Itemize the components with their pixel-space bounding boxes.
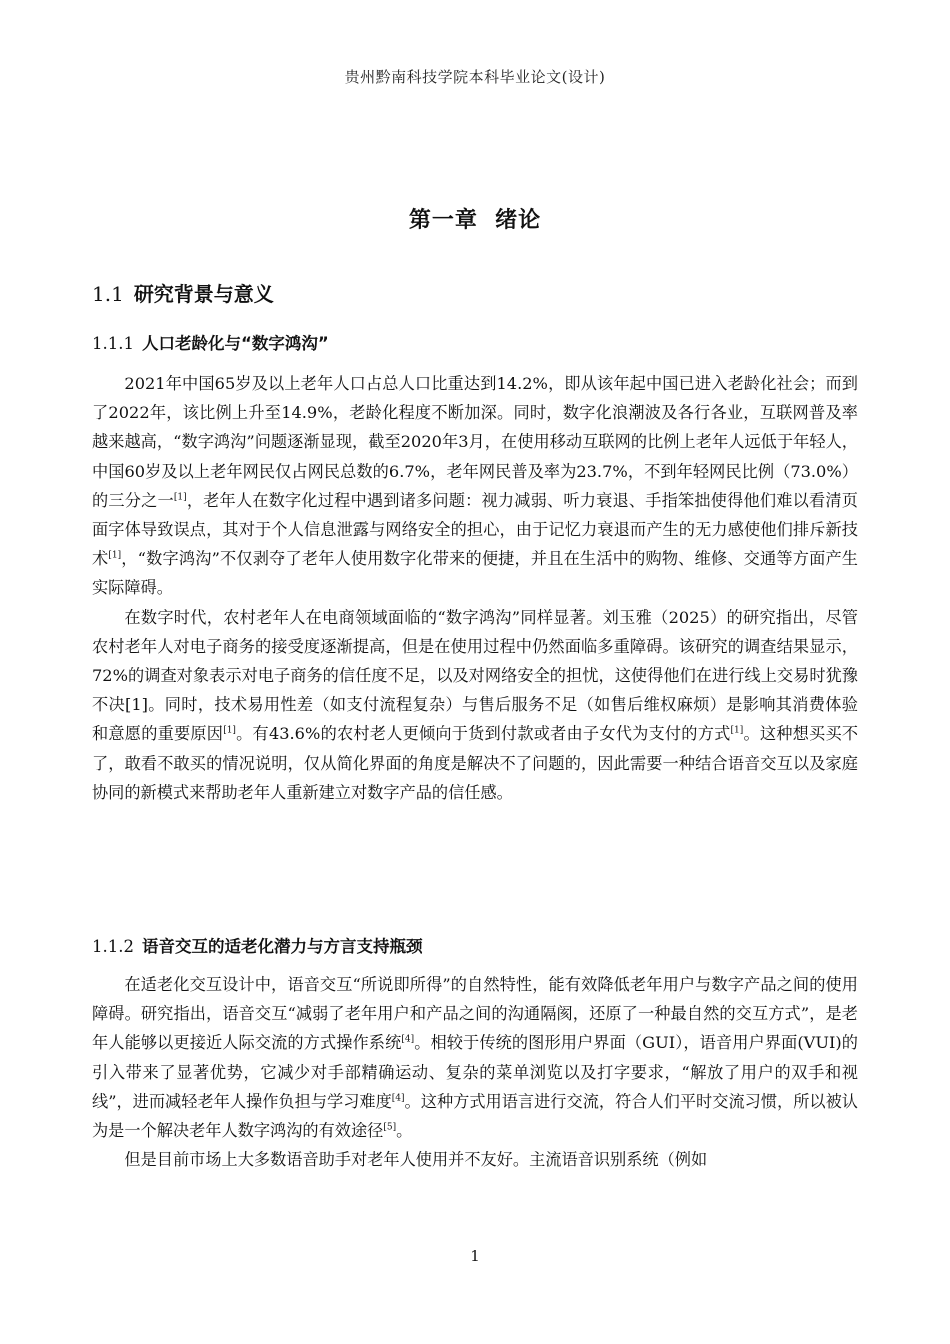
body-paragraph: [92, 369, 858, 603]
paragraph-text: 。有43.6%的农村老人更倾向于货到付款或者由子女代为支付的方式: [235, 724, 731, 744]
citation-superscript: [4]: [401, 1035, 415, 1046]
body-paragraph: [92, 603, 858, 807]
subsection-1-1-1-body: [92, 369, 858, 807]
subsection-1-1-2-body: [92, 970, 858, 1174]
citation-superscript: [1]: [173, 492, 187, 503]
subsection-heading-1-1-1: [92, 330, 329, 354]
subsection-number: 1.1.1: [92, 334, 134, 353]
subsection-title: 人口老龄化与“数字鸿沟”: [141, 334, 329, 353]
paragraph-text: 。这种想买买不了，敢看不敢买的情况说明，仅从简化界面的角度是解决不了问题的，因此需要一种结合语音交互以及家庭协同的新模式来帮助老年人重新建立对数字产品的信任感。: [92, 724, 859, 802]
citation-superscript: [5]: [383, 1122, 397, 1133]
page-number: 1: [470, 1247, 480, 1265]
subsection-number: 1.1.2: [92, 937, 134, 956]
paragraph-text: ，“数字鸿沟”不仅剥夺了老年人使用数字化带来的便捷，并且在生活中的购物、维修、交通等方面产生实际障碍。: [92, 549, 858, 598]
running-header: 贵州黔南科技学院本科毕业论文(设计): [344, 68, 606, 86]
subsection-heading-1-1-2: [92, 933, 422, 957]
citation-superscript: [1]: [730, 726, 744, 737]
paragraph-text: 在适老化交互设计中，语音交互“所说即所得”的自然特性，能有效降低老年用户与数字产品之间的使用障碍。研究指出，语音交互“减弱了老年用户和产品之间的沟通隔阂，还原了一种最自然的交互方式”，是老年人能够以更接近人际交流的方式操作系统: [92, 975, 858, 1053]
paragraph-text: 。这种方式用语言进行交流，符合人们平时交流习惯，所以被认为是一个解决老年人数字鸿沟的有效途径: [92, 1091, 858, 1141]
section-number: 1.1: [92, 282, 124, 306]
section-title: 研究背景与意义: [133, 282, 274, 306]
paragraph-text: ，老年人在数字化过程中遇到诸多问题：视力减弱、听力衰退、手指笨拙使得他们难以看清页面字体导致误点，其对于个人信息泄露与网络安全的担心，由于记忆力衰退而产生的无力感使他们排斥新技术: [92, 490, 858, 569]
subsection-title: 语音交互的适老化潜力与方言支持瓶颈: [141, 937, 423, 956]
paragraph-text: 在数字时代，农村老年人在电商领域面临的“数字鸿沟”同样显著。刘玉雅（2025）的研究指出，尽管农村老年人对电子商务的接受度逐渐提高，但是在使用过程中仍然面临多重障碍。该研究的调查结果显示，72%的调查对象表示对电子商务的信任度不足，以及对网络安全的担忧，这使得他们在进行线上交易时犹豫不决[1]。同时，技术易用性差（如支付流程复杂）与售后服务不足（如售后维权麻烦）是影响其消费体验和意愿的重要原因: [92, 607, 858, 744]
section-heading-1-1: [92, 278, 274, 307]
citation-superscript: [1]: [108, 550, 122, 561]
paragraph-text: 2021年中国65岁及以上老年人口占总人口比重达到14.2%，即从该年起中国已进入老龄化社会；而到了2022年，该比例上升至14.9%，老龄化程度不断加深。同时，数字化浪潮波及各行各业，互联网普及率越来越高，“数字鸿沟”问题逐渐显现，截至2020年3月，在使用移动互联网的比例上老年人远低于年轻人，中国60岁及以上老年网民仅占网民总数的6.7%，老年网民普及率为23.7%，不到年轻网民比例（73.0%）的三分之一: [92, 374, 858, 510]
chapter-title: 第一章 绪论: [408, 208, 542, 233]
citation-superscript: [1]: [223, 726, 236, 737]
paragraph-text: 。相较于传统的图形用户界面（GUI），语音用户界面(VUI)的引入带来了显著优势，它减少对手部精确运动、复杂的菜单浏览以及打字要求，“解放了用户的双手和视线”，进而减轻老年人操作负担与学习难度: [92, 1033, 858, 1111]
body-paragraph: [92, 1145, 858, 1174]
citation-superscript: [4]: [391, 1093, 405, 1104]
paragraph-text: 但是目前市场上大多数语音助手对老年人使用并不友好。主流语音识别系统（例如: [124, 1150, 708, 1170]
body-paragraph: [92, 970, 858, 1145]
paragraph-text: 。: [396, 1121, 413, 1141]
